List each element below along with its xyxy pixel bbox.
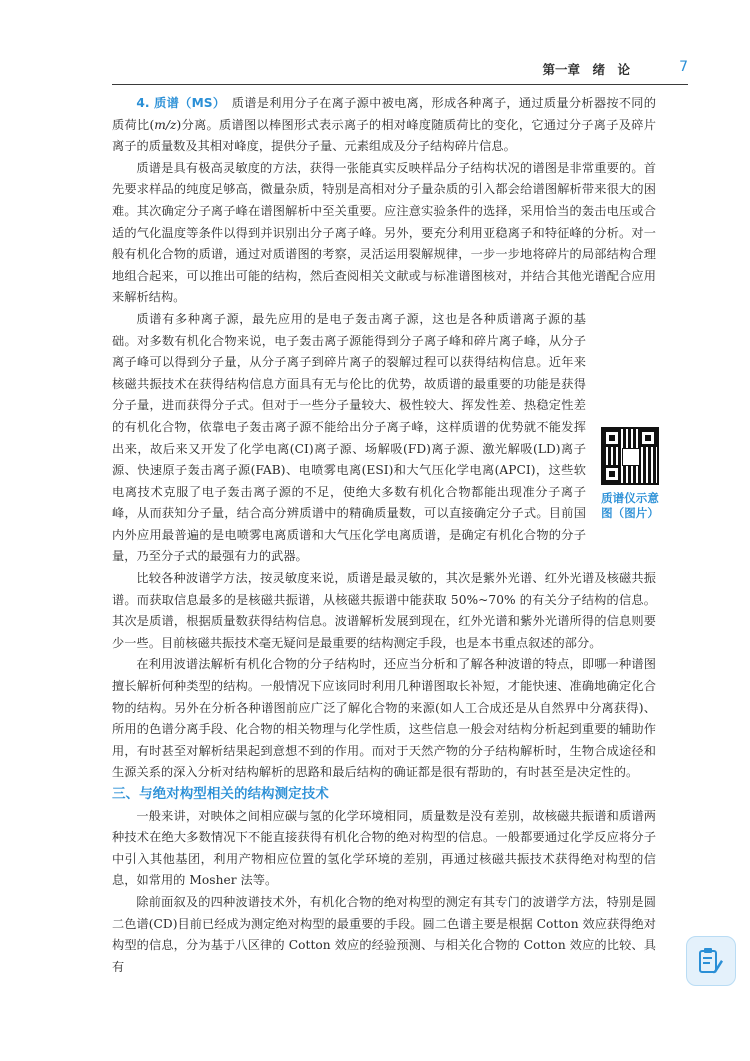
section3-paragraph-2: 除前面叙及的四种波谱技术外，有机化合物的绝对构型的测定有其专门的波谱学方法，特别是圆二色谱(CD)目前已经成为测定绝对构型的最重要的手段。圆二色谱主要是根据 Cotton 效应获得绝对构型的信息，分为基于八区律的 Cotton 效应的经验预测、与相关化合物的 Cotton 效应的比较、具有 <box>112 894 656 974</box>
page-header <box>112 58 688 85</box>
section-heading: 三、与绝对构型相关的结构测定技术 <box>112 786 329 802</box>
ms-paragraph-5: 在利用波谱法解析有机化合物的分子结构时，还应当分析和了解各种波谱的特点，即哪一种谱图擅长解析何种类型的结构。一般情况下应该同时利用几种谱图取长补短，才能快速、准确地确定化合物的结构。另外在分析各种谱图前应广泛了解化合物的来源(如人工合成还是从自然界中分离获得)、所用的色谱分离手段、化合物的相关物理与化学性质，这些信息一般会对结构分析起到重要的辅助作用，有时甚至对解析结果起到意想不到的作用。而对于天然产物的分子结构解析时，生物合成途径和生源关系的深入分析对结构解析的思路和最后结构的确证都是很有帮助的，有时甚至是决定性的。 <box>112 657 656 780</box>
notebook-pen-icon <box>698 947 724 975</box>
page-body <box>112 93 659 978</box>
page-number: 7 <box>679 59 688 75</box>
ms-paragraph-1: 4. 质谱（MS） 质谱是利用分子在离子源中被电离，形成各种离子，通过质量分析器按不同的质荷比(m/z)分离。质谱图以棒图形式表示离子的相对峰度随质荷比的变化，它通过分子离子及碎片离子的质量数及其相对峰度，提供分子量、元素组成及分子结构碎片信息。 <box>112 96 657 154</box>
section3-paragraph-1: 一般来讲，对映体之间相应碳与氢的化学环境相同，质量数是没有差别，故核磁共振谱和质谱两种技术在绝大多数情况下不能直接获得有机化合物的绝对构型的信息。一般都要通过化学反应将分子中引入其他基团，利用产物相应位置的氢化学环境的差别，再通过核磁共振技术获得绝对构型的信息，如常用的 Mosher 法等。 <box>112 808 656 888</box>
qr-figure[interactable] <box>596 427 664 521</box>
ms-heading: 4. 质谱（MS） <box>136 96 220 110</box>
ms-paragraph-3-wrap <box>112 309 659 568</box>
ms-paragraph-3: 质谱有多种离子源，最先应用的是电子轰击离子源，这也是各种质谱离子源的基础。对多数有机化合物来说，电子轰击离子源能得到分子离子峰和碎片离子峰，从分子离子峰可以得到分子量，从分子离子到碎片离子的裂解过程可以获得结构信息。近年来核磁共振技术在获得结构信息方面具有无与伦比的优势，故质谱的最重要的功能是获得分子量，进而获得分子式。但对于一些分子量较大、极性较大、挥发性差、热稳定性差的有机化合物，依靠电子轰击离子源不能给出分子离子峰，这样质谱的优势就不能发挥出来，故后来又开发了化学电离(CI)离子源、场解吸(FD)离子源、激光解吸(LD)离子源、快速原子轰击离子源(FAB)、电喷雾电离(ESI)和大气压化学电离(APCI)，这些软电离技术克服了电子轰击离子源的不足，使绝大多数有机化合物都能出现准分子离子峰，从而获知分子量，结合高分辨质谱中的精确质量数，可以直接确定分子式。目前国内外应用最普遍的是电喷雾电离质谱和大气压化学电离质谱，是确定有机化合物的分子量，乃至分子式的最强有力的武器。 <box>112 311 586 564</box>
qr-code-icon[interactable] <box>601 427 659 485</box>
qr-caption[interactable]: 质谱仪示意图（图片） <box>601 490 659 520</box>
ms-paragraph-2: 质谱是具有极高灵敏度的方法，获得一张能真实反映样品分子结构状况的谱图是非常重要的。首先要求样品的纯度足够高，微量杂质，特别是高相对分子量杂质的引入都会给谱图解析带来很大的困难。其次确定分子离子峰在谱图解析中至关重要。应注意实验条件的选择，采用恰当的轰击电压或合适的气化温度等条件以得到并识别出分子离子峰。另外，要充分利用亚稳离子和特征峰的分析。对一般有机化合物的质谱，通过对质谱图的考察，灵活运用裂解规律，一步一步地将碎片的局部结构合理地组合起来，可以推出可能的结构，然后查阅相关文献或与标准谱图核对，并结合其他光谱配合应用来解析结构。 <box>112 160 656 305</box>
notes-tab[interactable] <box>686 936 736 986</box>
chapter-title: 第一章 绪 论 <box>542 62 630 77</box>
ms-paragraph-4: 比较各种波谱学方法，按灵敏度来说，质谱是最灵敏的，其次是紫外光谱、红外光谱及核磁共振谱。而获取信息最多的是核磁共振谱，从核磁共振谱中能获取 50%~70% 的有关分子结构的信息。其次是质谱，根据质量数获得结构信息。波谱解析发展到现在，红外光谱和紫外光谱所得的信息则要少一些。目前核磁共振技术毫无疑问是最重要的结构测定手段，也是本书重点叙述的部分。 <box>112 571 656 650</box>
